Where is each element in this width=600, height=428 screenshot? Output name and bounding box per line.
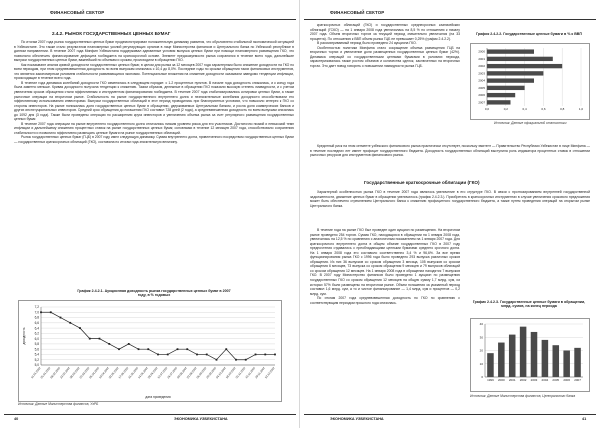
y-tick-label: 7,2 [34, 305, 39, 310]
left-paragraph: В течение 2007 года операции на рынке внутреннего государственного долга отличались низким уровнем риска для его участников. Достаточно низкий и невысокий темп инфляции и дальнейшему снижению процентных ставок на рынке государственных ценных бумаг, основными в течение 12 месяцев 2007 года, способствовало сохранению стабильности и позволило эффективно размещать ценные бумаги на рынке государственных облигаций. [14, 121, 294, 135]
y-tick-label: 40 [479, 322, 483, 327]
x-tick-label: 06.09.2007 [195, 366, 208, 380]
gdp-bar-chart [471, 44, 589, 119]
y-tick-label: 30 [479, 335, 483, 340]
yield-point [40, 311, 42, 313]
yield-point [225, 348, 227, 350]
yield-point [167, 354, 169, 356]
gdp-bar [487, 86, 525, 90]
x-tick-label: 23.08.2007 [185, 366, 198, 380]
gdp-chart-frame [470, 43, 590, 120]
right-top-rule [304, 19, 596, 20]
x-tick-label: 2007 [574, 378, 581, 382]
left-bottom-rule [4, 414, 296, 415]
yield-point [245, 359, 247, 361]
y-tick-label: 10 [479, 361, 483, 366]
left-top-rule [4, 19, 296, 20]
x-tick-label: 03.05.2007 [107, 366, 120, 380]
left-chart-title: График 2.4.2.1. Аукционная доходность рынка государственных ценных бумаг в 2007 году, в % годовых [77, 289, 231, 298]
gko-section-title: Государственные краткосрочные облигации (ГКО) [364, 180, 480, 185]
x-tick-label: 0,0 [484, 107, 490, 111]
y-tick-label: 2007 [478, 100, 485, 105]
y-tick-label: 2006 [478, 93, 485, 98]
y-tick-label: 2002 [478, 64, 485, 69]
yield-point [50, 311, 52, 313]
right-page-number: 41 [582, 417, 587, 421]
right-paragraph: По итогам 2007 года средневзвешенная доходность по ГКО по сравнению с соответствующим периодом прошлого года снизилась. [310, 296, 460, 305]
right-paragraph: Особенностью политики Минфина стало сокращение объема размещения ГЦБ на вторичных торгах и увеличение доли размещенных государственных ценных бумаг (42%). Динамика операций со государственными ценными бумагами в условиях периода, характеризовалась также ростом объемов и количества сделок, заключенных на вторичных торгах. Это дает повод говорить о повышении ликвидности рынка ГЦБ. [310, 45, 460, 68]
yield-series-line [41, 312, 275, 359]
y-tick-label: 5,6 [34, 347, 39, 352]
x-tick-label: 15.11.2007 [244, 366, 257, 380]
y-tick-label: 5,2 [34, 357, 39, 362]
left-paragraph: По итогам 2007 года рынок государственных ценных бумаг продемонстрировал положительную динамику развития, что обусловлено стабильной экономической ситуацией в Узбекистане. Это также стало результатом планомерных усилий регулирующих органов в лице Министерства финансов и Центрального банка по Узбекской республике в данном направлении. В течение 2007 года Минфин Узбекистана поддерживал адекватные условия выпуска ценных бумаг при помощи планомерного размещения ГКО, что позволило обеспечить финансирование дефицита госбюджета на краткосрочной основе. Элемент предсказуемости рынка сохранялся в течение всего года, дальнейшие выпуски государственных ценных бумаг, важнейший по объемам и срокам, происходили в обращении ГКО. [14, 40, 294, 63]
x-tick-label: 20.09.2007 [205, 366, 218, 380]
x-tick-label: 18.10.2007 [224, 366, 237, 380]
y-tick-label: 5,0 [34, 363, 39, 368]
yield-point [118, 348, 120, 350]
left-footer-title: ЭКОНОМИКА УЗБЕКИСТАНА [174, 417, 228, 421]
gko-bar [509, 335, 516, 377]
x-tick-label: 2004 [541, 378, 549, 382]
yield-point [99, 338, 101, 340]
x-tick-label: 04.10.2007 [214, 366, 228, 380]
left-running-head: ФИНАНСОВЫЙ СЕКТОР [50, 10, 105, 15]
x-tick-label: 22.02.2007 [58, 366, 72, 380]
y-tick-label: 2000 [478, 49, 485, 54]
x-tick-label: 09.08.2007 [175, 366, 189, 380]
x-tick-label: 12.07.2007 [156, 366, 169, 380]
y-tick-label: 5,8 [34, 342, 39, 347]
right-bottom-rule [304, 414, 596, 415]
y-tick-label: 6,6 [34, 321, 39, 326]
left-page [4, 0, 296, 428]
x-tick-label: 2003 [530, 378, 538, 382]
y-tick-label: 6,2 [34, 331, 39, 336]
x-tick-label: 2001 [508, 378, 516, 382]
right-paragraph: Характерной особенностью рынка ГКО в течение 2007 года являлось увеличение в его структуре ГКО. В связи с прогнозированием внутренней государственной задолженности, движение ценных бумаг в обращении увеличилось (график 2.4.2.3.). Приобретать в краткосрочных инструментах в случае увеличения срокового предложения может быть обеспечено стремлением Центрального банка к снижению профицитного государственного бюджета, а также путем проведения операций на открытом рынке Центрального банка. [310, 190, 590, 208]
y-axis-label: доходность [22, 327, 26, 345]
right-paragraph: краткосрочных облигаций (ГКО) и государственных среднесрочных казначейских облигаций (ГСКО) — на 1 января 2008 года увеличилась на 8,5 % по отношению к началу 2007 года. Объем вторичных торгов за текущий период значительно увеличился (на 33 процента). По отношению к ВВП объем рынка ГЦБ не превышает 0,25% (график 2.4.2.2). [310, 23, 460, 41]
yield-point [196, 354, 198, 356]
x-axis-label: дата проведения [145, 395, 171, 399]
spread-gutter [299, 0, 300, 428]
left-chart-source: Источник: Данные Министерства финансов, УзРБ [18, 402, 99, 406]
gdp-bar [487, 71, 543, 75]
x-tick-label: 28.06.2007 [146, 366, 159, 380]
gko-bar [520, 327, 527, 377]
right-mid-text [310, 144, 590, 158]
right-footer-title: ЭКОНОМИКА УЗБЕКИСТАНА [330, 417, 384, 421]
y-tick-label: 5,4 [34, 352, 39, 357]
yield-point [138, 348, 140, 350]
x-tick-label: 17.05.2007 [117, 366, 130, 380]
x-tick-label: 08.03.2007 [68, 366, 81, 380]
yield-point [108, 343, 110, 345]
x-tick-label: 22.03.2007 [78, 366, 91, 380]
y-tick-label: 2003 [478, 71, 485, 76]
x-tick-label: 31.05.2007 [127, 366, 140, 380]
x-tick-label: 08.02.2007 [49, 366, 62, 380]
x-tick-label: 13.12.2007 [263, 366, 276, 380]
x-tick-label: 1,0 [578, 107, 584, 111]
x-tick-label: 2002 [519, 378, 527, 382]
gko-bar-chart [471, 319, 589, 391]
yield-point [235, 359, 237, 361]
x-tick-label: 0,2 [503, 107, 508, 111]
gdp-bar [487, 49, 534, 53]
left-paragraph: В течение года динамика колебаний доходности ГКО изменялась в следующем порядке: с 1-2 процентных пунктов. В начале года доходность снижалась, и к концу года была заметно меньше. Кривая доходности получила тенденции к снижению. Таким образом, денежные в обращении ГКО показали высокую степень ликвидности, и с учетом увеличения сроков обращения стали эффективным и инструментом финансирования госбюджета. В течение 2007 года стабилизировались котировки ценных бумаг, а также рыночные операции на вторичном рынке. Стабильность на рынке государственного внутреннего долга и незначительные колебания доходности способствовали его эффективному использованию инвесторами. Выпуски государственных облигаций в этот период проводились при благоприятных условиях, что повысило интерес к ГКО со стороны инвесторов. На рынке понижалась доля государственных ценных бумаг в обращении, удерживаемых Центральным банком, и росла доля коммерческих банков и других институциональных инвесторов. Средний срок обращения до погашения ГКО составил 728 дней (2 года), а средневзвешенная доходность по всем выпускам снизилась до 1092 дня (3 года). Также были проведены операции по расширению круга инвесторов и увеличению объема рынка за счет регулярного размещения государственных ценных бумаг. [14, 80, 294, 122]
right-bottom-chart-title: График 2.4.2.3. Государственные ценные бумаги в обращении, млрд. сумов, на конец периода [472, 300, 586, 309]
gdp-bar [487, 93, 515, 97]
y-tick-label: 2001 [478, 56, 485, 61]
left-body-text [14, 40, 294, 145]
yield-point [69, 322, 71, 324]
x-tick-label: 11.01.2007 [29, 366, 42, 380]
yield-point [128, 343, 130, 345]
y-tick-label: 2005 [478, 85, 485, 90]
y-tick-label: 0 [481, 375, 483, 380]
gko-bar [531, 332, 538, 377]
gko-bar [542, 340, 549, 377]
gko-bar [574, 348, 581, 377]
x-tick-label: 01.11.2007 [234, 366, 247, 380]
yield-point [147, 348, 149, 350]
gko-intro-text [310, 190, 590, 208]
gko-chart-frame [470, 318, 590, 392]
left-page-number: 40 [14, 417, 19, 421]
x-tick-label: 0,6 [541, 107, 546, 111]
y-tick-label: 20 [479, 348, 483, 353]
x-tick-label: 29.11.2007 [254, 366, 267, 380]
yield-chart-frame [18, 300, 282, 402]
right-paragraph: Кредитный риск на этом сегменте узбекского финансового рынка практически отсутствует, поскольку эмитент — Правительство Республики Узбекистан в лице Минфина — в течение последних лет имеет профицит государственного бюджета. Доходность государственных облигаций выступила роль индикатора процентных ставок в отношении рыночных ресурсов для инструментов финансового рынка. [310, 144, 590, 158]
gdp-bar [487, 57, 553, 61]
yield-point [216, 359, 218, 361]
yield-point [255, 354, 257, 356]
right-page [304, 0, 596, 428]
yield-point [79, 327, 81, 329]
gko-bar [498, 343, 505, 377]
right-paragraph: В течение года на рынке ГКО был проведен один аукцион по размещению. На вторичном рынке проведено 254 торгов. Сумма ГКО, находящихся в обращении на 1 января 2008 года, увеличилась на 12,5 % по сравнению с аналогичным показателем на 1 января 2007 года. Для краткосрочного внутреннего долга в общем объеме государственных ГКО в 2007 году предпочтения отдавались с преобладающими ценными бумагами среднего срочного долга. На 1 января 2008 года это составило соответственно 3,4 % и 96,6%. За все время функционирования рынка ГКО с 1996 года было проведено 293 выпуска различных сроков обращения. Из них 36 выпусков со сроком обращения 3 месяца, 105 выпусков со сроком обращения 6 месяцев, 73 выпуска со сроком обращения 9 месяцев и 79 выпусков облигаций со сроком обращения 12 месяцев. На 1 января 2008 года в обращении находятся 7 выпусков ГКО. В 2007 году Министерство финансов было проведено 1 аукцион по размещению государственных ГКО со сроком обращения 12 месяцев на общую сумму 1,7 млрд. сум, из которых 57% были размещены на вторичном рынке. Объем погашения за указанный период составил 1,6 млрд. сум, а то и чистое финансирование — 1,4 млрд. сум и процентов — 0,2 млрд. сум. [310, 228, 460, 296]
x-tick-label: 1999 [487, 378, 494, 382]
gko-body-text [310, 228, 460, 305]
right-top-chart-source: Источник: Данные официальной статистики [494, 121, 567, 125]
yield-point [157, 354, 159, 356]
y-tick-label: 6,8 [34, 315, 39, 320]
x-tick-label: 2005 [552, 378, 560, 382]
x-tick-label: 19.04.2007 [97, 366, 111, 380]
x-tick-label: 0,4 [522, 107, 527, 111]
gdp-bar [487, 78, 534, 82]
x-tick-label: 0,8 [560, 107, 565, 111]
gko-bar [563, 351, 570, 378]
left-paragraph: Как показывают анализ кривой доходности государственных ценных бумаг, в целом для рынка за 12 месяцев 2007 года характерным было снижение доходности на ГКО по всем периодам, при этом средневзвешенная доходность по всем выпускам снизилась с 10,4 до 8,0%. Последние годы по срокам обращения таких финансовых инструментов, что является закономерным условием стабильности развивающихся экономик. Потенциальные вложения на снижение доходности оказывали заведомо тенденции инфляции, происходящие в течение всего года. [14, 62, 294, 81]
gdp-bar [487, 64, 562, 68]
yield-point [186, 348, 188, 350]
right-paragraph: В рассматриваемый период было проведено 24 аукциона ГКО. [317, 41, 417, 46]
yield-point [264, 354, 266, 356]
yield-point [60, 317, 62, 319]
yield-point [177, 348, 179, 350]
x-tick-label: 14.06.2007 [136, 366, 150, 380]
right-top-text [310, 23, 460, 68]
x-tick-label: 2000 [497, 378, 505, 382]
x-tick-label: 2006 [563, 378, 571, 382]
gko-bar [553, 345, 560, 377]
x-tick-label: 25.01.2007 [39, 366, 52, 380]
y-tick-label: 6,4 [34, 326, 39, 331]
yield-line-chart [19, 301, 281, 401]
y-tick-label: 7,0 [34, 310, 39, 315]
gko-bar [487, 353, 494, 377]
gdp-bar [487, 100, 511, 104]
right-bottom-chart-source: Источник: Данные Министерства финансов, Центрального банка [470, 394, 576, 398]
yield-point [206, 354, 208, 356]
left-paragraph: Рынок государственных ценных бумаг (ГЦБ) в 2007 году имел следующую динамику. Сумма внутреннего долга, привлеченного посредством государственных ценных бумаг — государственных краткосрочных облигаций (ГКО), составила по итогам года значительную величину. [14, 135, 294, 145]
x-tick-label: 05.04.2007 [88, 366, 101, 380]
y-tick-label: 2004 [478, 78, 485, 83]
y-tick-label: 6,0 [34, 336, 39, 341]
yield-point [89, 338, 91, 340]
yield-point [274, 354, 276, 356]
right-running-head: ФИНАНСОВЫЙ СЕКТОР [330, 10, 385, 15]
left-section-title: 2.4.2. РЫНОК ГОСУДАРСТВЕННЫХ ЦЕННЫХ БУМАГ [52, 31, 171, 36]
right-top-chart-title: График 2.4.2.2. Государственные ценные бумаги в % к ВВП [476, 32, 582, 36]
x-tick-label: 26.07.2007 [166, 366, 179, 380]
